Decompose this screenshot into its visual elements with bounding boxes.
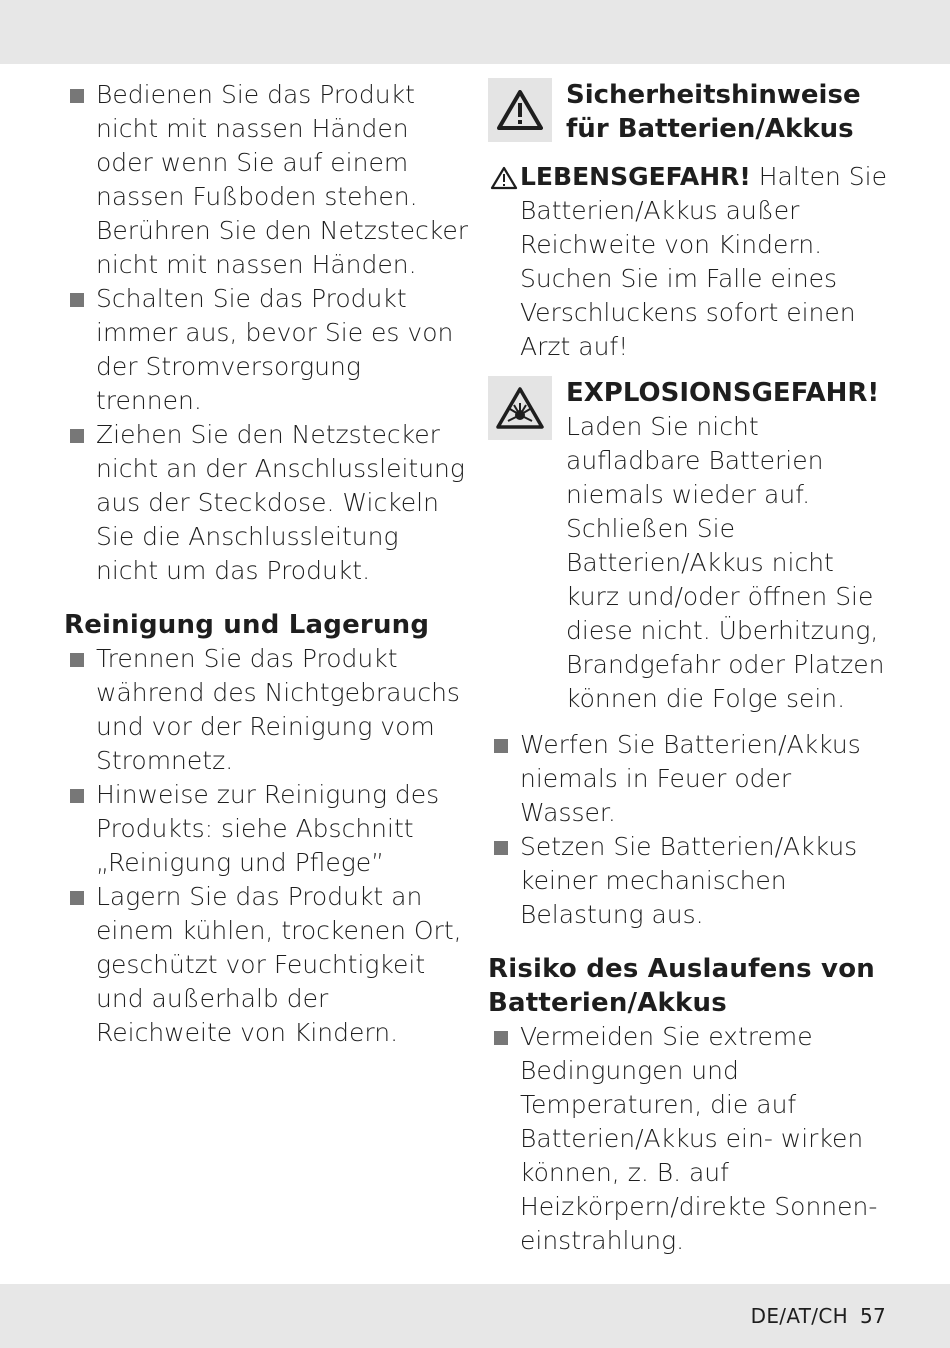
list-item: Ziehen Sie den Netzstecker nicht an der Anschlussleitung aus der Steckdose. Wickeln Sie die Anschlussleitung nicht um das Produkt. <box>64 418 468 588</box>
bullet-list-power <box>64 78 468 588</box>
square-bullet-icon <box>70 653 84 667</box>
page-footer <box>751 1304 886 1328</box>
explosion-sign <box>488 376 552 440</box>
warning-triangle-icon <box>497 90 543 130</box>
list-item: Trennen Sie das Produkt während des Nichtgebrauchs und vor der Reinigung vom Stromnetz. <box>64 642 468 778</box>
bullet-list-leak <box>488 1020 888 1258</box>
battery-safety-heading <box>488 78 888 146</box>
list-item: Lagern Sie das Produkt an einem kühlen, trockenen Ort, geschützt vor Feuchtigkeit und außerhalb der Reichweite von Kindern. <box>64 880 468 1050</box>
list-item: Bedienen Sie das Produkt nicht mit nassen Händen oder wenn Sie auf einem nassen Fußboden stehen. Berühren Sie den Netzstecker nicht mit nassen Händen. <box>64 78 468 282</box>
square-bullet-icon <box>494 739 508 753</box>
section-title-cleaning: Reinigung und Lagerung <box>64 610 430 640</box>
explosion-text: Laden Sie nicht aufladbare Batterien niemals wieder auf. Schließen Sie Batterien/Akkus nicht kurz und/oder öffnen Sie diese nicht. Überhitzung, Brandgefahr oder Platzen können die Folge sein. <box>566 412 885 713</box>
right-column <box>488 78 888 1258</box>
safety-title-line-2: für Batterien/Akkus <box>566 114 854 144</box>
list-item: Schalten Sie das Produkt immer aus, bevor Sie es von der Stromversorgung trennen. <box>64 282 468 418</box>
leak-title-line-1: Risiko des Auslaufens von <box>488 954 875 984</box>
square-bullet-icon <box>70 789 84 803</box>
left-column <box>64 78 468 1050</box>
danger-label: LEBENSGEFAHR! <box>520 162 751 191</box>
safety-title-line-1: Sicherheitshinweise <box>566 80 861 110</box>
explosion-label: EXPLOSIONSGEFAHR! <box>566 378 880 408</box>
explosion-hazard-icon <box>496 387 544 429</box>
danger-paragraph <box>488 160 888 364</box>
square-bullet-icon <box>70 891 84 905</box>
list-item: Setzen Sie Batterien/Akkus keiner mechanischen Belastung aus. <box>488 830 888 932</box>
warning-sign <box>488 78 552 142</box>
square-bullet-icon <box>494 1031 508 1045</box>
header-band <box>0 0 950 64</box>
warning-triangle-icon <box>490 166 518 190</box>
danger-text: Halten Sie Batterien/Akkus außer Reichweite von Kindern. Suchen Sie im Falle eines Verschluckens sofort einen Arzt auf! <box>520 162 887 361</box>
square-bullet-icon <box>70 293 84 307</box>
square-bullet-icon <box>70 429 84 443</box>
list-item: Vermeiden Sie extreme Bedingungen und Temperaturen, die auf Batterien/Akkus ein- wirken können, z. B. auf Heizkörpern/direkte Sonnen- einstrahlung. <box>488 1020 888 1258</box>
leak-title-line-2: Batterien/Akkus <box>488 988 727 1018</box>
bullet-list-cleaning <box>64 642 468 1050</box>
explosion-warning <box>488 376 888 716</box>
square-bullet-icon <box>70 89 84 103</box>
list-item: Werfen Sie Batterien/Akkus niemals in Feuer oder Wasser. <box>488 728 888 830</box>
bullet-list-batteries <box>488 728 888 932</box>
square-bullet-icon <box>494 841 508 855</box>
footer-lang: DE/AT/CH <box>750 1304 848 1328</box>
list-item: Hinweise zur Reinigung des Produkts: siehe Abschnitt „Reinigung und Pflege” <box>64 778 468 880</box>
page-number: 57 <box>859 1304 886 1328</box>
